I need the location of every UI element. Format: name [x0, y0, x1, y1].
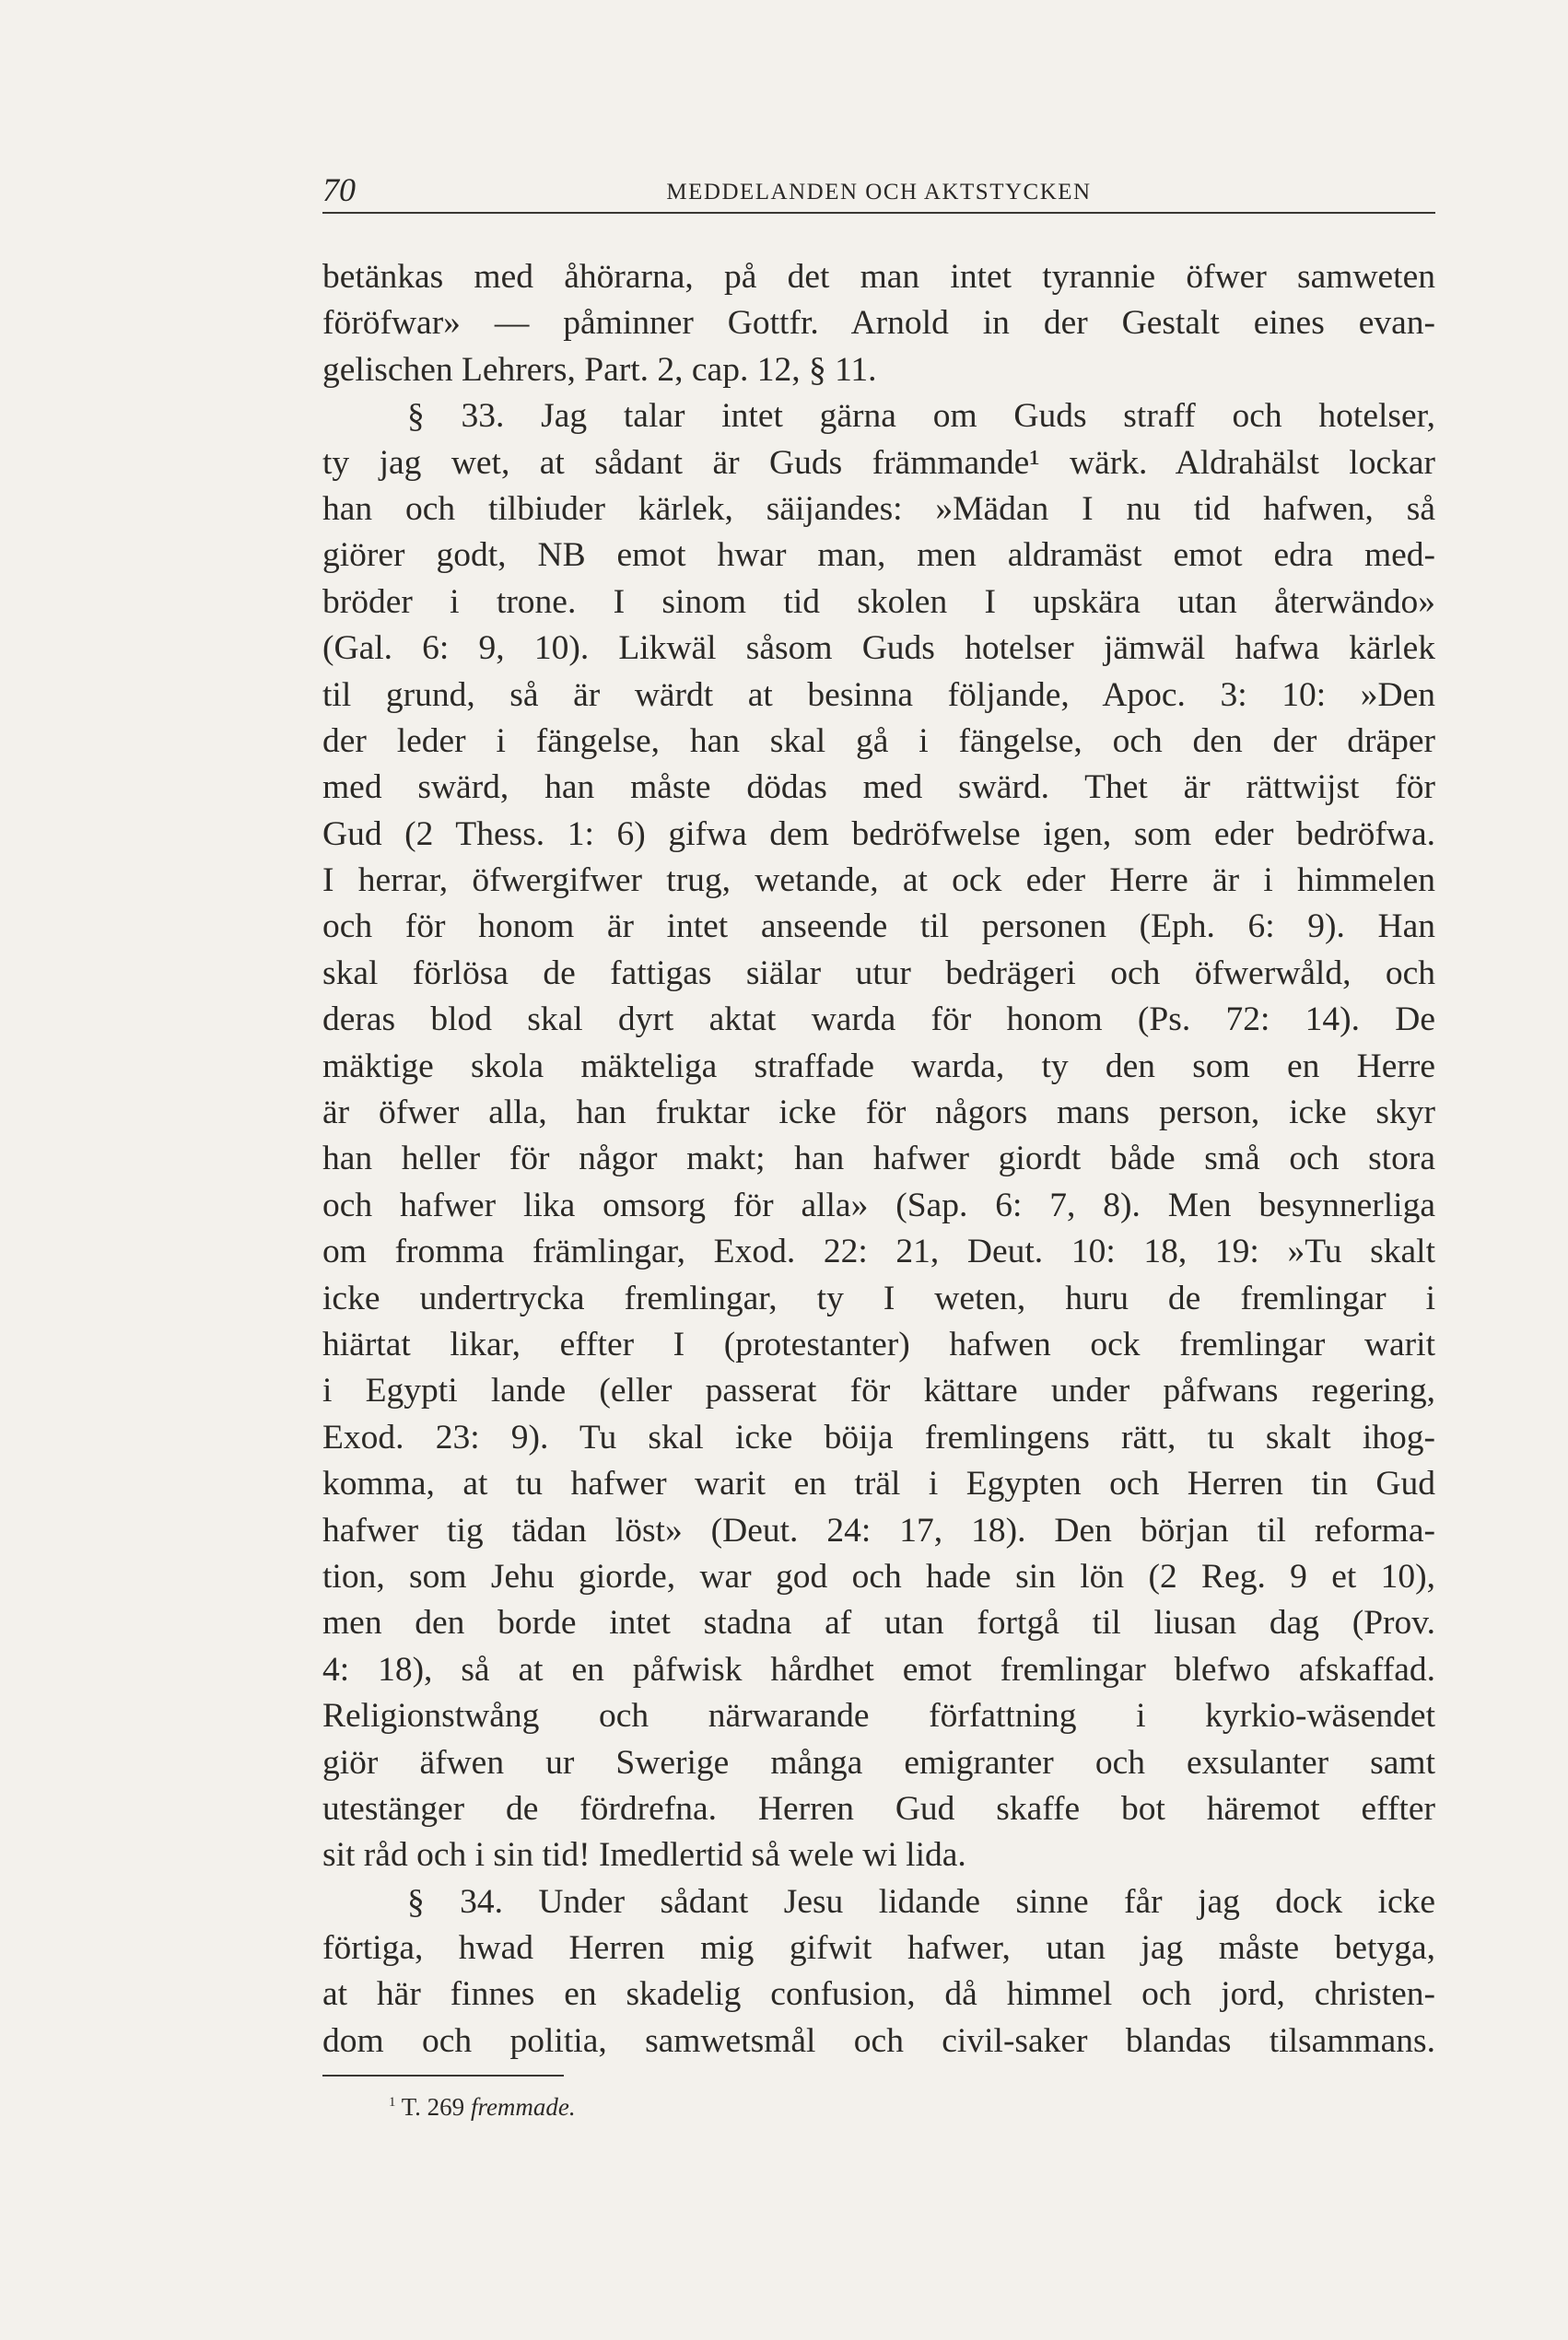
text-line: Religionstwång och närwarande författning i kyrkio-wäsendet — [322, 1697, 1435, 1736]
page-header — [322, 171, 1435, 214]
footnote — [389, 2091, 576, 2123]
text-line: om fromma främlingar, Exod. 22: 21, Deut. 10: 18, 19: »Tu skalt — [322, 1233, 1435, 1271]
running-title: MEDDELANDEN OCH AKTSTYCKEN — [666, 180, 1092, 205]
section-34-start: § 34. Under sådant Jesu lidande sinne får jag dock icke — [407, 1882, 1435, 1921]
text-line: hiärtat likar, effter I (protestanter) hafwen ock fremlingar warit — [322, 1325, 1435, 1363]
text-line: och för honom är intet anseende til personen (Eph. 6: 9). Han — [322, 907, 1435, 946]
body-text — [322, 254, 1435, 2065]
text-line: Exod. 23: 9). Tu skal icke böija fremlingens rätt, tu skalt ihog- — [322, 1418, 1435, 1457]
text-line: utestänger de fördrefna. Herren Gud skaffe bot häremot effter — [322, 1789, 1435, 1828]
text-line: med swärd, han måste dödas med swärd. Thet är rättwijst för — [322, 768, 1435, 807]
text-line: betänkas med åhörarna, på det man intet tyrannie öfwer samweten — [322, 258, 1435, 296]
footnote-reference: T. 269 — [401, 2093, 465, 2121]
text-line: han och tilbiuder kärlek, säijandes: »Mädan I nu tid hafwen, så — [322, 489, 1435, 528]
text-line: och hafwer lika omsorg för alla» (Sap. 6: 7, 8). Men besynnerliga — [322, 1186, 1435, 1224]
text-line: är öfwer alla, han fruktar icke för någors mans person, icke skyr — [322, 1094, 1435, 1132]
section-33-start: § 33. Jag talar intet gärna om Guds straff och hotelser, — [407, 397, 1435, 436]
text-line: komma, at tu hafwer warit en träl i Egypten och Herren tin Gud — [322, 1465, 1435, 1503]
text-line: giör äfwen ur Swerige många emigranter och exsulanter samt — [322, 1743, 1435, 1782]
footnote-rule — [322, 2075, 564, 2077]
text-line: skal förlösa de fattigas siälar utur bedrägeri och öfwerwåld, och — [322, 954, 1435, 992]
text-line: dom och politia, samwetsmål och civil-saker blandas tilsammans. — [322, 2021, 1435, 2060]
text-line: han heller för någor makt; han hafwer giordt både små och stora — [322, 1140, 1435, 1178]
page-number: 70 — [322, 171, 356, 208]
text-line: hafwer tig tädan löst» (Deut. 24: 17, 18). Den början til reforma- — [322, 1511, 1435, 1550]
text-line: tion, som Jehu giorde, war god och hade sin lön (2 Reg. 9 et 10), — [322, 1557, 1435, 1596]
text-line: til grund, så är wärdt at besinna följande, Apoc. 3: 10: »Den — [322, 675, 1435, 714]
text-line: at här finnes en skadelig confusion, då himmel och jord, christen- — [322, 1975, 1435, 2014]
text-line: giörer godt, NB emot hwar man, men aldramäst emot edra med- — [322, 536, 1435, 575]
text-line: 4: 18), så at en påfwisk hårdhet emot fremlingar blefwo afskaffad. — [322, 1650, 1435, 1689]
text-line: Gud (2 Thess. 1: 6) gifwa dem bedröfwelse igen, som eder bedröfwa. — [322, 814, 1435, 853]
text-line: I herrar, öfwergifwer trug, wetande, at ock eder Herre är i himmelen — [322, 861, 1435, 900]
text-line: ty jag wet, at sådant är Guds främmande¹ wärk. Aldrahälst lockar — [322, 443, 1435, 482]
text-line: icke undertrycka fremlingar, ty I weten, huru de fremlingar i — [322, 1279, 1435, 1317]
footnote-variant: fremmade. — [470, 2093, 576, 2121]
text-line: föröfwar» — påminner Gottfr. Arnold in der Gestalt eines evan- — [322, 304, 1435, 343]
footnote-marker: 1 — [389, 2095, 396, 2110]
text-line: men den borde intet stadna af utan fortgå til liusan dag (Prov. — [322, 1604, 1435, 1643]
text-line: förtiga, hwad Herren mig gifwit hafwer, utan jag måste betyga, — [322, 1929, 1435, 1968]
text-line: mäktige skola mäkteliga straffade warda, ty den som en Herre — [322, 1047, 1435, 1085]
text-line: der leder i fängelse, han skal gå i fängelse, och den der dräper — [322, 721, 1435, 760]
text-line: deras blod skal dyrt aktat warda för honom (Ps. 72: 14). De — [322, 1000, 1435, 1039]
text-line: (Gal. 6: 9, 10). Likwäl såsom Guds hotelser jämwäl hafwa kärlek — [322, 629, 1435, 668]
text-line: gelischen Lehrers, Part. 2, cap. 12, § 11. — [322, 350, 877, 389]
text-line: i Egypti lande (eller passerat för kättare under påfwans regering, — [322, 1372, 1435, 1410]
text-line: sit råd och i sin tid! Imedlertid så wele wi lida. — [322, 1836, 966, 1875]
text-line: bröder i trone. I sinom tid skolen I upskära utan återwändo» — [322, 582, 1435, 621]
